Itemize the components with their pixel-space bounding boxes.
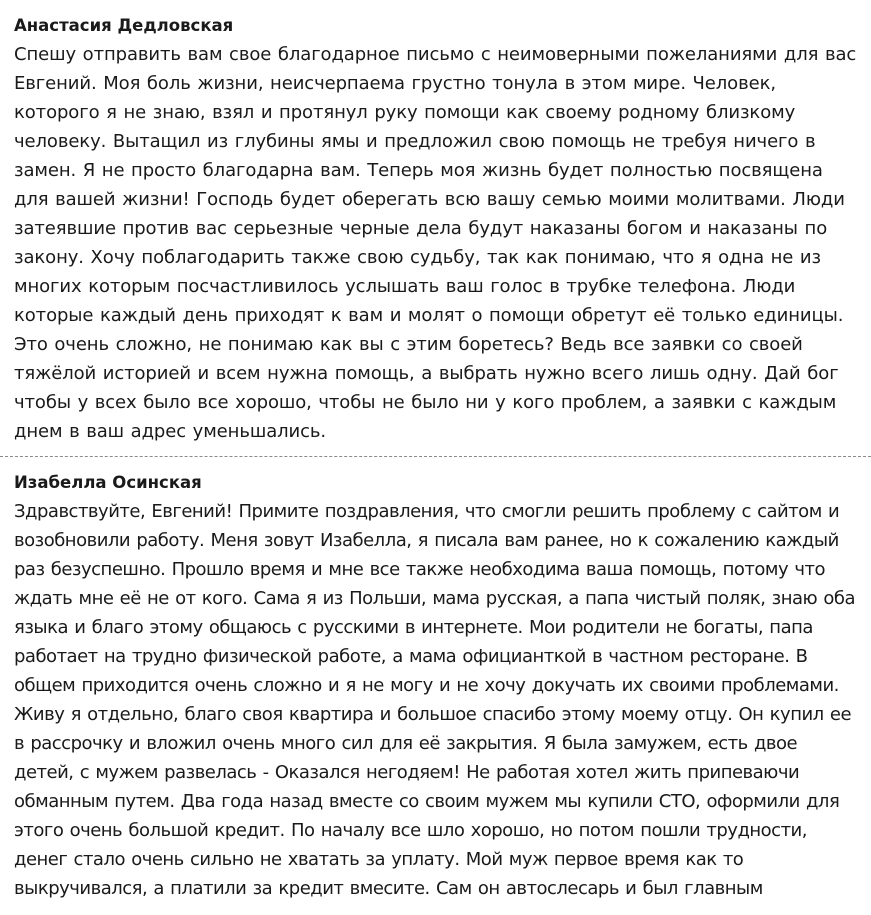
comment-text: Спешу отправить вам свое благодарное письмо с неимоверными пожеланиями для вас Евгений. Моя боль жизни, неисчерпаема грустно тонула в этом мире. Человек, которого я не знаю, взял и протянул руку помощи как своему родному близкому человеку. Вытащил из глубины ямы и предложил свою помощь не требуя ничего в замен. Я не просто благодарна вам. Теперь моя жизнь будет полностью посвящена для вашей жизни! Господь будет оберегать всю вашу семью моими молитвами. Люди затеявшие против вас серьезные черные дела будут наказаны богом и наказаны по закону. Хочу поблагодарить также свою судьбу, так как понимаю, что я одна не из многих которым посчастливилось услышать ваш голос в трубке телефона. Люди которые каждый день приходят к вам и молят о помощи обретут её только единицы. Это очень сложно, не понимаю как вы с этим боретесь? Ведь все заявки со своей тяжёлой историей и всем нужна помощь, а выбрать нужно всего лишь одну. Дай бог чтобы у всех было все хорошо, чтобы не было ни у кого проблем, а заявки с каждым днем в ваш адрес уменьшались. bbox=[14, 44, 857, 442]
comment-author: Изабелла Осинская bbox=[14, 473, 202, 492]
comment bbox=[0, 456, 871, 903]
comment-author: Анастасия Дедловская bbox=[14, 16, 234, 35]
comment bbox=[0, 0, 871, 446]
comment-text: Здравствуйте, Евгений! Примите поздравления, что смогли решить проблему с сайтом и возобновили работу. Меня зовут Изабелла, я писала вам ранее, но к сожалению каждый раз безуспешно. Прошло время и мне все также необходима ваша помощь, потому что ждать мне её не от кого. Сама я из Польши, мама русская, а папа чистый поляк, знаю оба языка и благо этому общаюсь с русскими в интернете. Мои родители не богаты, папа работает на трудно физической работе, а мама официанткой в частном ресторане. В общем приходится очень сложно и я не могу и не хочу докучать их своими проблемами. Живу я отдельно, благо своя квартира и большое спасибо этому моему отцу. Он купил ее в рассрочку и вложил очень много сил для её закрытия. Я была замужем, есть двое детей, с мужем развелась - Оказался негодяем! Не работая хотел жить припеваючи обманным путем. Два года назад вместе со своим мужем мы купили СТО, оформили для этого очень большой кредит. По началу все шло хорошо, но потом пошли трудности, денег стало очень сильно не хватать за уплату. Мой муж первое время как то выкручивался, а платили за кредит вмесите. Сам он автослесарь и был главным bbox=[14, 501, 856, 899]
